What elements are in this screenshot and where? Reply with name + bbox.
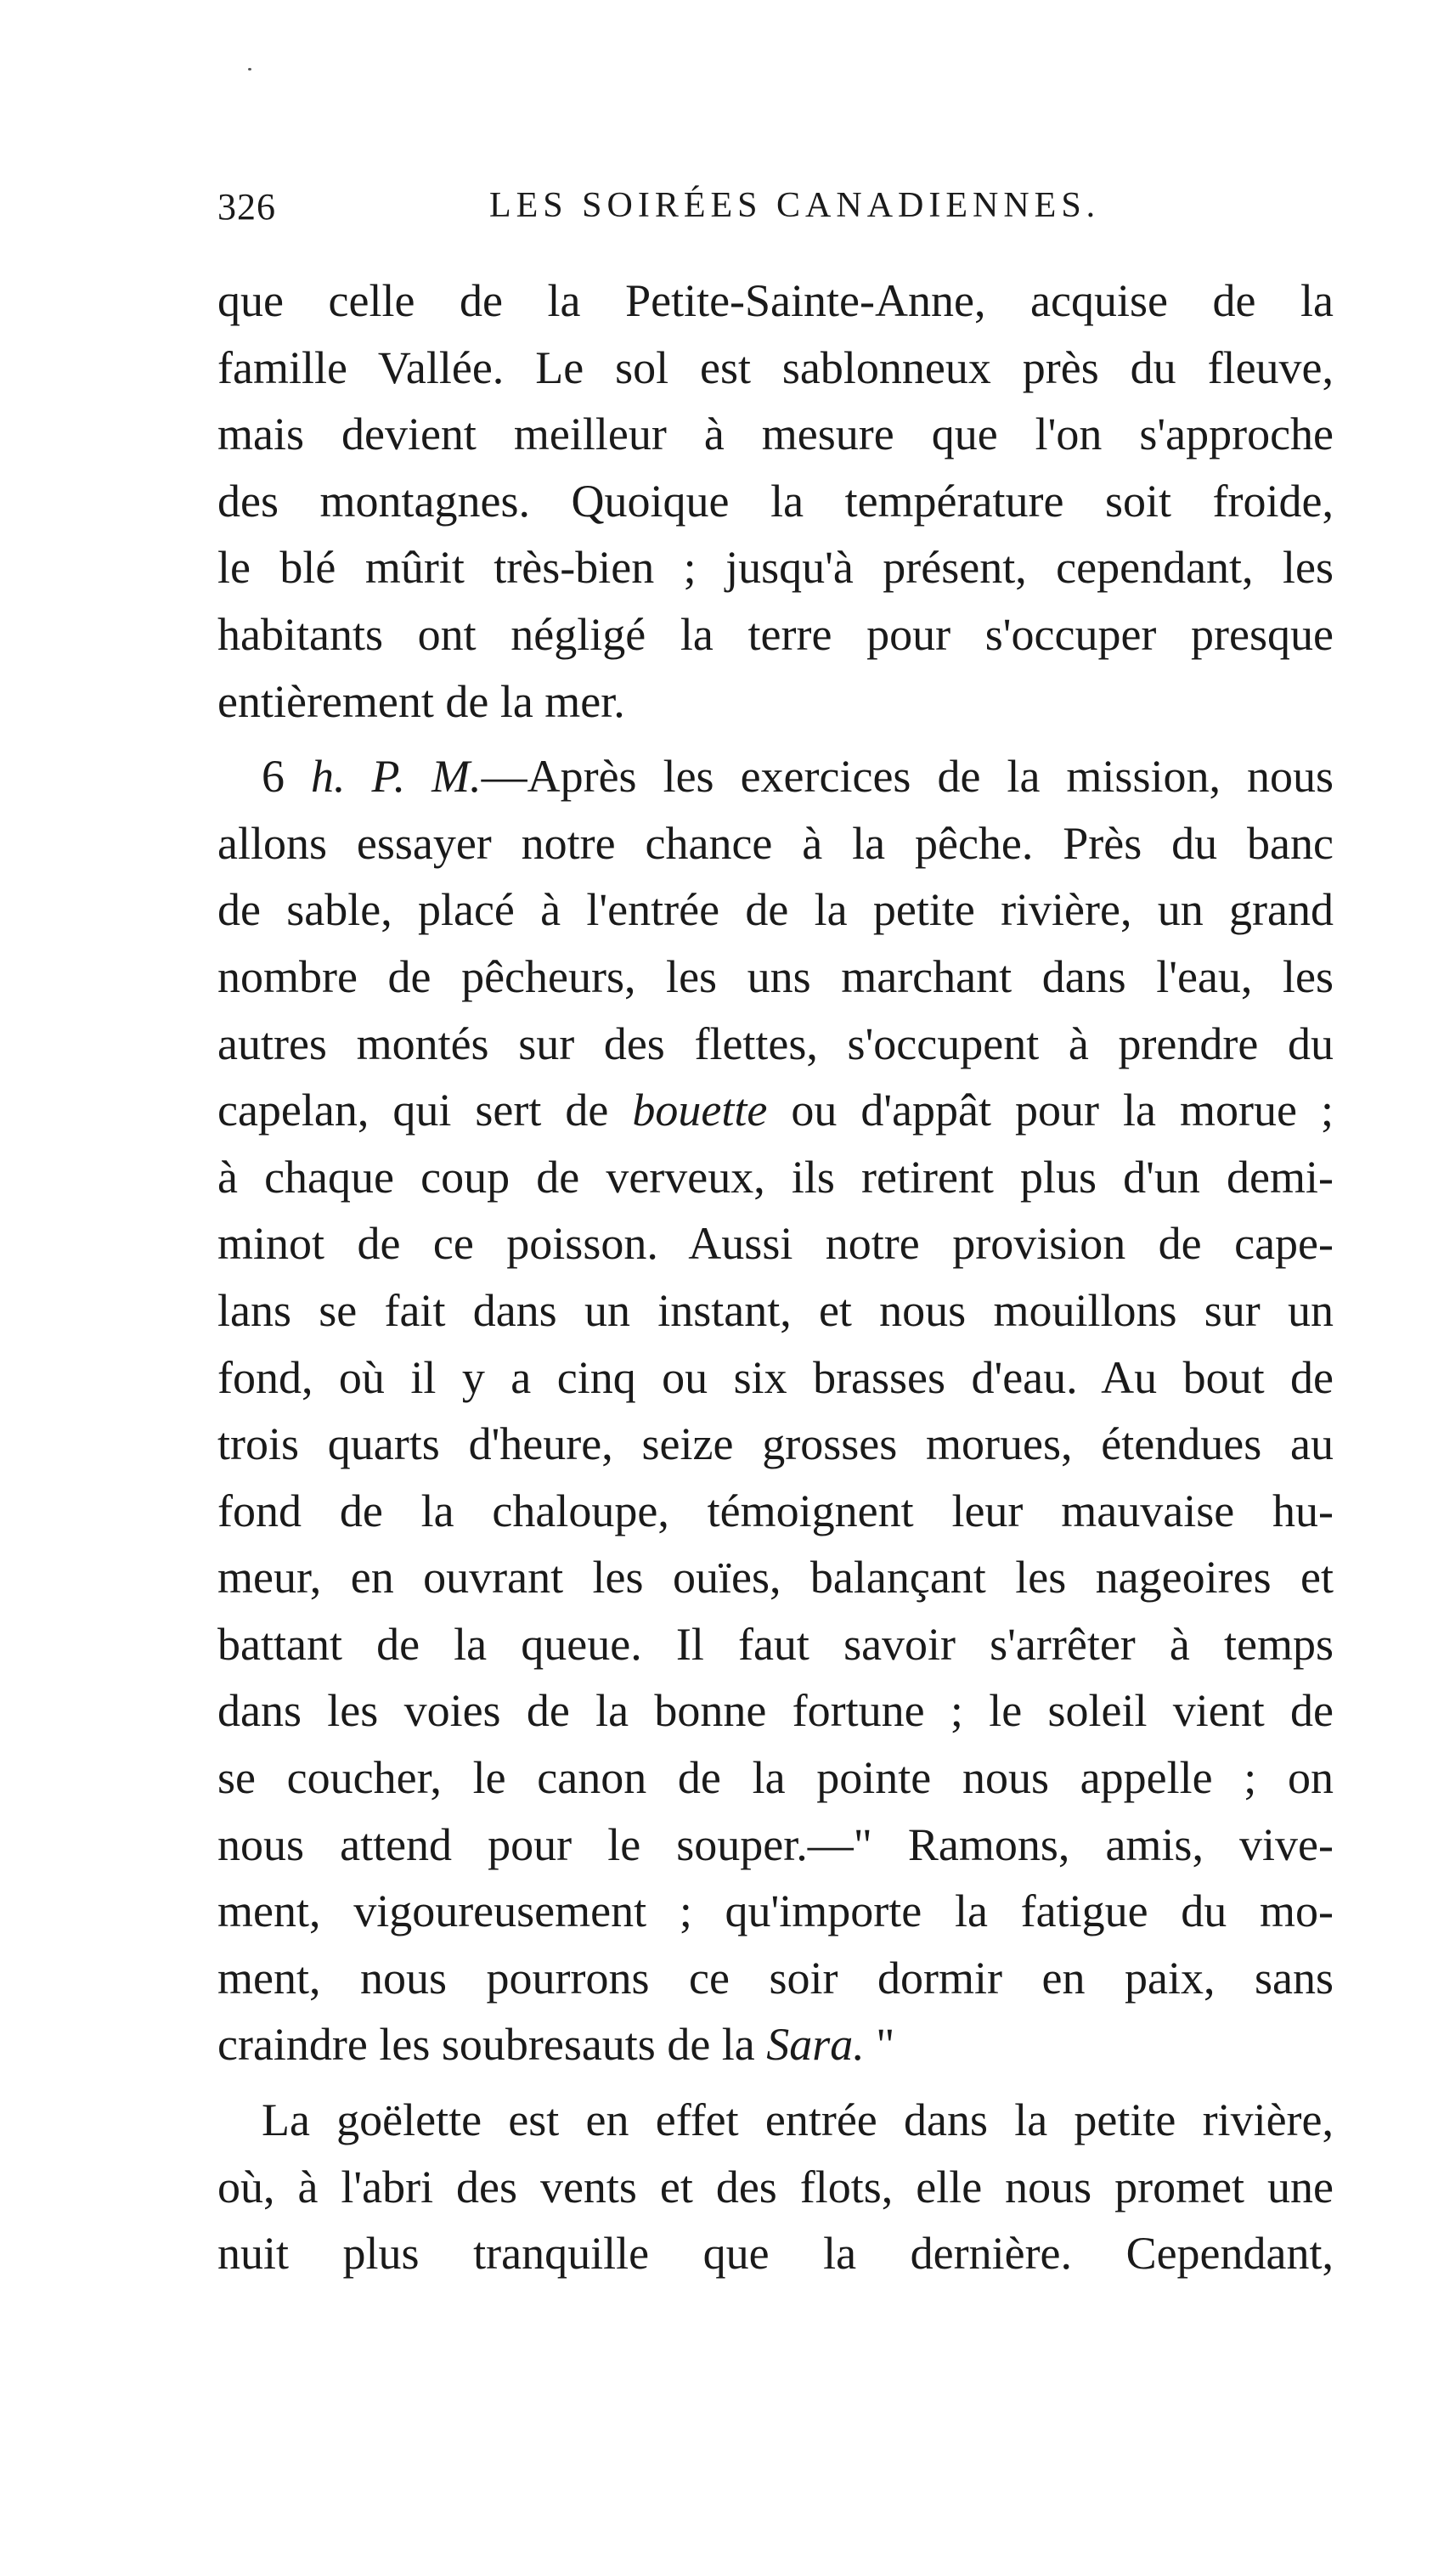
- text-line: [217, 2087, 1334, 2154]
- text-segment: ment, nous pourrons ce soir dormir en paix, sans: [217, 1952, 1334, 2004]
- text-segment: capelan, qui sert de: [217, 1085, 633, 1136]
- text-line: [217, 2011, 1334, 2078]
- text-segment: nous attend pour le souper.—" Ramons, amis, vive-: [217, 1818, 1334, 1870]
- italic-segment: h. P. M.: [311, 751, 482, 803]
- text-segment: que celle de la Petite-Sainte-Anne, acquise de la: [217, 275, 1334, 326]
- italic-segment: Sara.: [766, 2019, 865, 2071]
- text-segment: battant de la queue. Il faut savoir s'arrêter à temps: [217, 1618, 1334, 1670]
- text-line: [217, 335, 1334, 402]
- text-line: [217, 668, 1334, 736]
- text-line: [217, 1812, 1334, 1879]
- text-segment: lans se fait dans un instant, et nous mouillons sur un: [217, 1284, 1334, 1336]
- text-line: [217, 1210, 1334, 1277]
- italic-segment: bouette: [632, 1085, 768, 1136]
- text-segment: où, à l'abri des vents et des flots, elle nous promet une: [217, 2161, 1334, 2212]
- text-segment: habitants ont négligé la terre pour s'occuper presque: [217, 608, 1334, 660]
- text-line: [217, 1144, 1334, 1211]
- text-line: [217, 534, 1334, 601]
- text-line: [217, 877, 1334, 944]
- text-segment: le blé mûrit très-bien ; jusqu'à présent, cependant, les: [217, 542, 1334, 594]
- text-line: [217, 1277, 1334, 1344]
- text-line: [217, 944, 1334, 1011]
- body-text: [217, 268, 1334, 2287]
- text-line: [217, 1011, 1334, 1078]
- text-line: [217, 601, 1334, 668]
- text-segment: allons essayer notre chance à la pêche. Près du banc: [217, 817, 1334, 869]
- text-segment: minot de ce poisson. Aussi notre provision de cape-: [217, 1218, 1334, 1270]
- text-line: [217, 1878, 1334, 1945]
- text-segment: entièrement de la mer.: [217, 675, 625, 727]
- text-line: [217, 268, 1334, 335]
- text-line: [217, 1945, 1334, 2012]
- text-line: [217, 1544, 1334, 1611]
- text-segment: à chaque coup de verveux, ils retirent plus d'un demi-: [217, 1151, 1334, 1203]
- text-line: [217, 1745, 1334, 1812]
- text-line: [217, 1677, 1334, 1745]
- text-segment: ": [864, 2019, 895, 2071]
- text-segment: ment, vigoureusement ; qu'importe la fatigue du mo-: [217, 1885, 1334, 1937]
- text-segment: famille Vallée. Le sol est sablonneux près du fleuve,: [217, 341, 1334, 393]
- page-header: [217, 185, 1330, 236]
- text-segment: nuit plus tranquille que la dernière. Cependant,: [217, 2228, 1334, 2280]
- text-segment: craindre les soubresauts de la: [217, 2019, 767, 2071]
- text-line: [217, 1344, 1334, 1412]
- text-line: [217, 2220, 1334, 2287]
- text-line: [217, 2154, 1334, 2221]
- text-line: [217, 401, 1334, 468]
- text-segment: trois quarts d'heure, seize grosses morues, étendues au: [217, 1418, 1334, 1470]
- running-title: LES SOIRÉES CANADIENNES.: [489, 186, 1101, 225]
- text-segment: fond de la chaloupe, témoignent leur mauvaise hu-: [217, 1485, 1334, 1536]
- text-segment: meur, en ouvrant les ouïes, balançant les nageoires et: [217, 1552, 1334, 1604]
- text-segment: 6: [262, 751, 312, 803]
- text-segment: fond, où il y a cinq ou six brasses d'eau. Au bout de: [217, 1351, 1334, 1403]
- text-line: [217, 468, 1334, 535]
- text-segment: dans les voies de la bonne fortune ; le soleil vient de: [217, 1685, 1334, 1737]
- text-segment: La goëlette est en effet entrée dans la petite rivière,: [262, 2094, 1334, 2146]
- text-line: [217, 1077, 1334, 1144]
- text-segment: mais devient meilleur à mesure que l'on s'approche: [217, 409, 1334, 460]
- text-line: [217, 1611, 1334, 1678]
- ink-speck: [248, 68, 251, 70]
- text-segment: nombre de pêcheurs, les uns marchant dans l'eau, les: [217, 950, 1334, 1002]
- text-line: [217, 743, 1334, 810]
- text-segment: de sable, placé à l'entrée de la petite rivière, un grand: [217, 884, 1334, 936]
- text-line: [217, 1478, 1334, 1545]
- text-line: [217, 1411, 1334, 1478]
- text-segment: des montagnes. Quoique la température soit froide,: [217, 475, 1334, 527]
- page-number: 326: [217, 186, 276, 228]
- text-segment: autres montés sur des flettes, s'occupent à prendre du: [217, 1017, 1334, 1069]
- text-segment: se coucher, le canon de la pointe nous appelle ; on: [217, 1752, 1334, 1804]
- text-segment: —Après les exercices de la mission, nous: [481, 751, 1334, 803]
- text-segment: ou d'appât pour la morue ;: [767, 1085, 1334, 1136]
- text-line: [217, 810, 1334, 877]
